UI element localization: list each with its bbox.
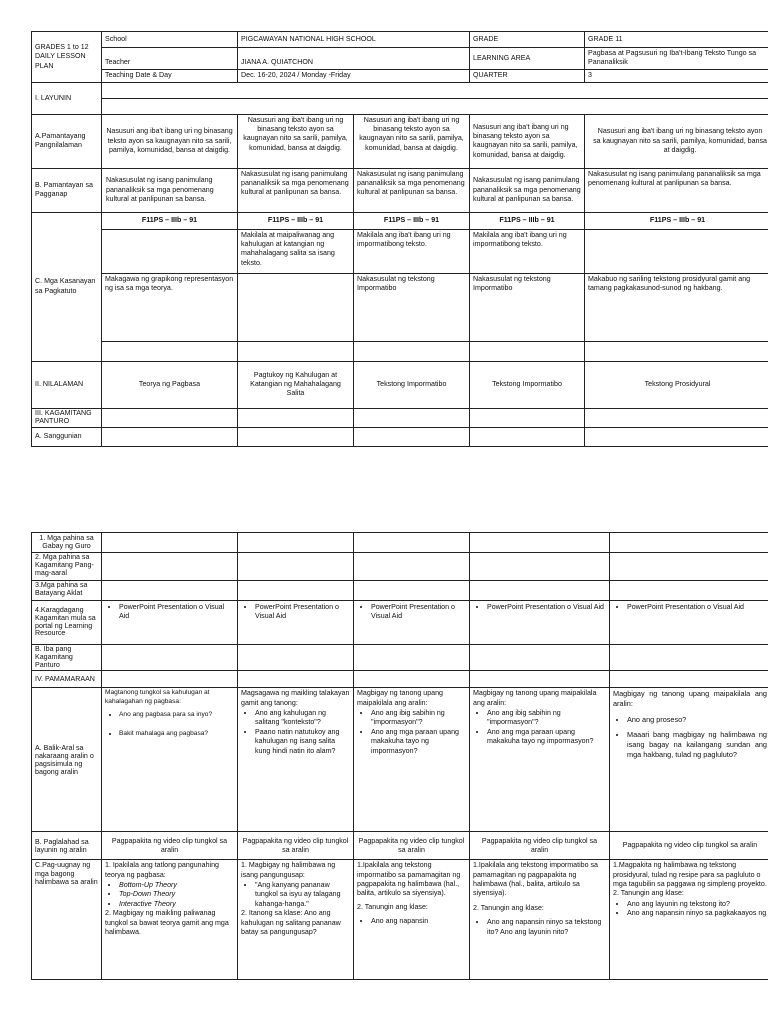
kasanayan-a-day-3: Makilala ang iba't ibang uri ng impormatibong teksto. [354, 229, 470, 273]
gabay-label: 1. Mga pahina sa Gabay ng Guro [32, 533, 102, 553]
pamantayang-day-4: Nasusuri ang iba't ibang uri ng binasang teksto ayon sa kaugnayan nito sa sarili, pamilya, komunidad, bansa at daigdig. [470, 114, 585, 168]
theory-item: • Bottom-Up Theory [119, 881, 234, 890]
teacher-value: JIANA A. QUIATCHON [238, 48, 470, 70]
quarter-label: QUARTER [470, 69, 585, 82]
pag-step: 2. Tanungin ang klase: [357, 902, 428, 911]
code-day-2: F11PS – IIIb – 91 [238, 212, 354, 229]
school-value: PIGCAWAYAN NATIONAL HIGH SCHOOL [238, 32, 470, 48]
kasanayan-a-day-2: Makilala at maipaliwanag ang kahulugan at katangian ng mahahalagang salita sa isang teksto. [238, 229, 354, 273]
balik-intro: Magbigay ng tanong upang maipakilala ang aralin: [613, 689, 767, 709]
balik-question: • Maaari bang magbigay ng halimbawa ng isang bagay na kailangang sundan ang mga hakbang, tulad ng pagluluto? [627, 730, 767, 759]
pagganap-day-2: Nakasusulat ng isang panimulang pananaliksik sa mga penomenang kultural at panlipunan sa bansa. [238, 168, 354, 212]
balik-question: • Ano ang ibig sabihin ng "impormasyon"? [487, 709, 606, 728]
balik-question: • Paano natin natutukoy ang kahulugan ng isang salita kung hindi natin ito alam? [255, 728, 350, 756]
balik-aral-day-2 [238, 688, 354, 832]
kasanayan-b-day-3: Nakasusulat ng tekstong Impormatibo [354, 273, 470, 341]
pagganap-day-1: Nakasusulat ng isang panimulang pananaliksik sa mga penomenang kultural at panlipunan sa bansa. [102, 168, 238, 212]
quarter-value: 3 [585, 69, 768, 82]
pag-uugnay-day-3 [354, 860, 470, 980]
nilalaman-day-1: Teorya ng Pagbasa [102, 361, 238, 408]
balik-question: • Bakit mahalaga ang pagbasa? [119, 730, 234, 739]
balik-aral-day-3 [354, 688, 470, 832]
balik-question: • Ano ang ibig sabihin ng "impormasyon"? [371, 709, 466, 728]
pagganap-label: B. Pamantayan sa Pagganap [32, 168, 102, 212]
pag-uugnay-label: C.Pag-uugnay ng mga bagong halimbawa sa aralin [32, 860, 102, 980]
paglalahad-day-5: Pagpapakita ng video clip tungkol sa aralin [610, 832, 768, 860]
lesson-plan-page-2 [31, 532, 768, 980]
portal-day-4 [470, 601, 610, 645]
balik-aral-day-5 [610, 688, 768, 832]
pag-step: 1. Ipakilala ang tatlong pangunahing teorya ng pagbasa: [105, 861, 219, 879]
portal-day-3 [354, 601, 470, 645]
portal-item: • PowerPoint Presentation o Visual Aid [487, 603, 606, 612]
balik-intro: Magbigay ng tanong upang maipakilala ang aralin: [473, 689, 597, 707]
learning-area-label: LEARNING AREA [470, 48, 585, 70]
pamantayang-day-2: Nasusuri ang iba't ibang uri ng binasang teksto ayon sa kaugnayan nito sa sarili, pamilya, komunidad, bansa at daigdig. [238, 114, 354, 168]
kasanayan-b-day-1: Makagawa ng grapikong representasyon ng isa sa mga teorya. [102, 273, 238, 341]
iba-label: B. Iba pang Kagamitang Panturo [32, 645, 102, 671]
school-label: School [102, 32, 238, 48]
pag-question: • Ano ang napansin ninyo sa tekstong ito? Ano ang layunin nito? [487, 918, 606, 937]
balik-aral-day-4 [470, 688, 610, 832]
code-day-5: F11PS – IIIb – 91 [585, 212, 768, 229]
teaching-date-label: Teaching Date & Day [102, 69, 238, 82]
balik-aral-label: A. Balik-Aral sa nakaraang aralin o pagsisimula ng bagong aralin [32, 688, 102, 832]
theory-item: • Top-Down Theory [119, 890, 234, 899]
portal-item: • PowerPoint Presentation o Visual Aid [371, 603, 466, 622]
kasanayan-b-day-5: Makabuo ng sariling tekstong prosidyural gamit ang tamang pagkakasunod-sunod ng hakbang. [585, 273, 768, 341]
portal-item: • PowerPoint Presentation o Visual Aid [255, 603, 350, 622]
code-day-3: F11PS – IIIb – 91 [354, 212, 470, 229]
kasanayan-b-day-2 [238, 273, 354, 341]
pag-uugnay-day-1 [102, 860, 238, 980]
kasanayan-a-day-4: Makilala ang iba't ibang uri ng impormatibong teksto. [470, 229, 585, 273]
pag-step: 1.Magpakita ng halimbawa ng tekstong prosidyural, tulad ng resipe para sa pagluluto o mga tagubilin sa paggawa ng simpleng proyekto. [613, 861, 767, 889]
pag-step: 2. Magbigay ng maikling paliwanag tungkol sa bawat teorya gamit ang mga halimbawa. [105, 909, 229, 936]
pag-step: 2. Tanungin ang klase: [473, 903, 544, 912]
pag-question: • Ano ang layunin ng tekstong ito? [627, 900, 767, 909]
pag-step: 2. Tanungin ang klase: [613, 889, 684, 898]
nilalaman-day-3: Tekstong Impormatibo [354, 361, 470, 408]
balik-question: • Ano ang pagbasa para sa inyo? [119, 711, 234, 720]
pag-question: • Ano ang napansin ninyo sa pagkakaayos ng [627, 909, 767, 918]
grade-value: GRADE 11 [585, 32, 768, 48]
portal-day-1 [102, 601, 238, 645]
kagamitang-label: 2. Mga pahina sa Kagamitang Pang-mag-aaral [32, 553, 102, 581]
kasanayan-label: C. Mga Kasanayan sa Pagkatuto [32, 212, 102, 361]
balik-aral-day-1 [102, 688, 238, 832]
paglalahad-day-4: Pagpapakita ng video clip tungkol sa aralin [470, 832, 610, 860]
pag-uugnay-day-5 [610, 860, 768, 980]
nilalaman-day-4: Tekstong Impormatibo [470, 361, 585, 408]
teacher-label: Teacher [102, 48, 238, 70]
pag-uugnay-day-4 [470, 860, 610, 980]
pag-step: 1.Ipakilala ang tekstong impormatibo sa pamamagitan ng pagpapakita ng halimbawa (hal., balita, artikulo sa siyensiya). [357, 861, 461, 898]
nilalaman-day-5: Tekstong Prosidyural [585, 361, 768, 408]
balik-intro: Magsagawa ng maikling talakayan gamit ang tanong: [241, 689, 350, 707]
theory-item: • Interactive Theory [119, 900, 234, 909]
nilalaman-day-2: Pagtukoy ng Kahulugan at Katangian ng Mahahalagang Salita [238, 361, 354, 408]
paglalahad-day-2: Pagpapakita ng video clip tungkol sa aralin [238, 832, 354, 860]
pag-step: 2. Itanong sa klase: Ano ang kahulugan ng salitang pananaw batay sa pangungusap? [241, 909, 341, 936]
teaching-date-value: Dec. 16-20, 2024 / Monday -Friday [238, 69, 470, 82]
portal-item: • PowerPoint Presentation o Visual Aid [627, 603, 767, 612]
example-sentence: • "Ang kanyang pananaw tungkol sa isyu ay talagang kahanga-hanga." [255, 881, 350, 909]
pagganap-day-4: Nakasusulat ng isang panimulang pananaliksik sa mga penomenang kultural at panlipunan sa bansa. [470, 168, 585, 212]
layunin-blank-2 [102, 98, 768, 114]
kagamitan-label: III. KAGAMITANG PANTURO [32, 408, 102, 427]
pamantayang-day-5: Nasusuri ang iba't ibang uri ng binasang teksto ayon sa kaugnayan nito sa sarili, pamilya, komunidad, bansa at daigdig. [585, 114, 768, 168]
pag-question: • Ano ang napansin [371, 917, 466, 926]
kasanayan-a-day-5 [585, 229, 768, 273]
pamantayang-day-1: Nasusuri ang iba't ibang uri ng binasang teksto ayon sa kaugnayan nito sa sarili, pamilya, komunidad, bansa at daigdig. [102, 114, 238, 168]
lesson-plan-table-1 [31, 31, 768, 447]
layunin-blank [102, 82, 768, 98]
layunin-label: I. LAYUNIN [32, 82, 102, 114]
paglalahad-day-3: Pagpapakita ng video clip tungkol sa aralin [354, 832, 470, 860]
grade-label: GRADE [470, 32, 585, 48]
pagganap-day-5: Nakasusulat ng isang panimulang pananaliksik sa mga penomenang kultural at panlipunan sa bansa. [585, 168, 768, 212]
pamamaraan-label: IV. PAMAMARAAN [32, 671, 102, 688]
portal-day-5 [610, 601, 768, 645]
code-day-4: F11PS – IIIb – 91 [470, 212, 585, 229]
portal-day-2 [238, 601, 354, 645]
balik-question: • Ano ang mga paraan upang makakuha tayo ng impormasyon? [487, 728, 606, 747]
lesson-plan-page-1 [31, 31, 768, 447]
batayang-aklat-label: 3.Mga pahina sa Batayang Aklat [32, 581, 102, 601]
learning-area-value: Pagbasa at Pagsusuri ng Iba't-Ibang Teksto Tungo sa Pananaliksik [585, 48, 768, 70]
pag-step: 1.Ipakilala ang tekstong impormatibo sa pamamagitan ng pagpapakita ng halimbawa (hal., balita, artikulo sa siyensiya). [473, 861, 598, 898]
portal-item: • PowerPoint Presentation o Visual Aid [119, 603, 234, 622]
balik-question: • Ano ang mga paraan upang makakuha tayo ng impormasyon? [371, 728, 466, 756]
pagganap-day-3: Nakasusulat ng isang panimulang pananaliksik sa mga penomenang kultural at panlipunan sa bansa. [354, 168, 470, 212]
pag-step: 1. Magbigay ng halimbawa ng isang pangungusap: [241, 861, 336, 879]
lesson-plan-table-2 [31, 532, 768, 980]
paglalahad-label: B. Paglalahad sa layunin ng aralin [32, 832, 102, 860]
balik-intro: Magtanong tungkol sa kahulugan at kahalagahan ng pagbasa: [105, 689, 210, 706]
balik-question: • Ano ang proseso? [627, 715, 767, 725]
portal-label: 4.Karagdagang Kagamitan mula sa portal ng Learning Resource [32, 601, 102, 645]
paglalahad-day-1: Pagpapakita ng video clip tungkol sa aralin [102, 832, 238, 860]
dlp-label: GRADES 1 to 12 DAILY LESSON PLAN [32, 32, 102, 83]
nilalaman-label: II. NILALAMAN [32, 361, 102, 408]
balik-question: • Ano ang kahulugan ng salitang "konteksto"? [255, 709, 350, 728]
balik-intro: Magbigay ng tanong upang maipakilala ang aralin: [357, 689, 443, 707]
sanggunian-label: A. Sanggunian [32, 427, 102, 446]
pamantayang-day-3: Nasusuri ang iba't ibang uri ng binasang teksto ayon sa kaugnayan nito sa sarili, pamilya, komunidad, bansa at daigdig. [354, 114, 470, 168]
pamantayang-label: A.Pamantayang Pangnilalaman [32, 114, 102, 168]
code-day-1: F11PS – IIIb – 91 [102, 212, 238, 229]
pag-uugnay-day-2 [238, 860, 354, 980]
kasanayan-a-day-1 [102, 229, 238, 273]
kasanayan-b-day-4: Nakasusulat ng tekstong Impormatibo [470, 273, 585, 341]
